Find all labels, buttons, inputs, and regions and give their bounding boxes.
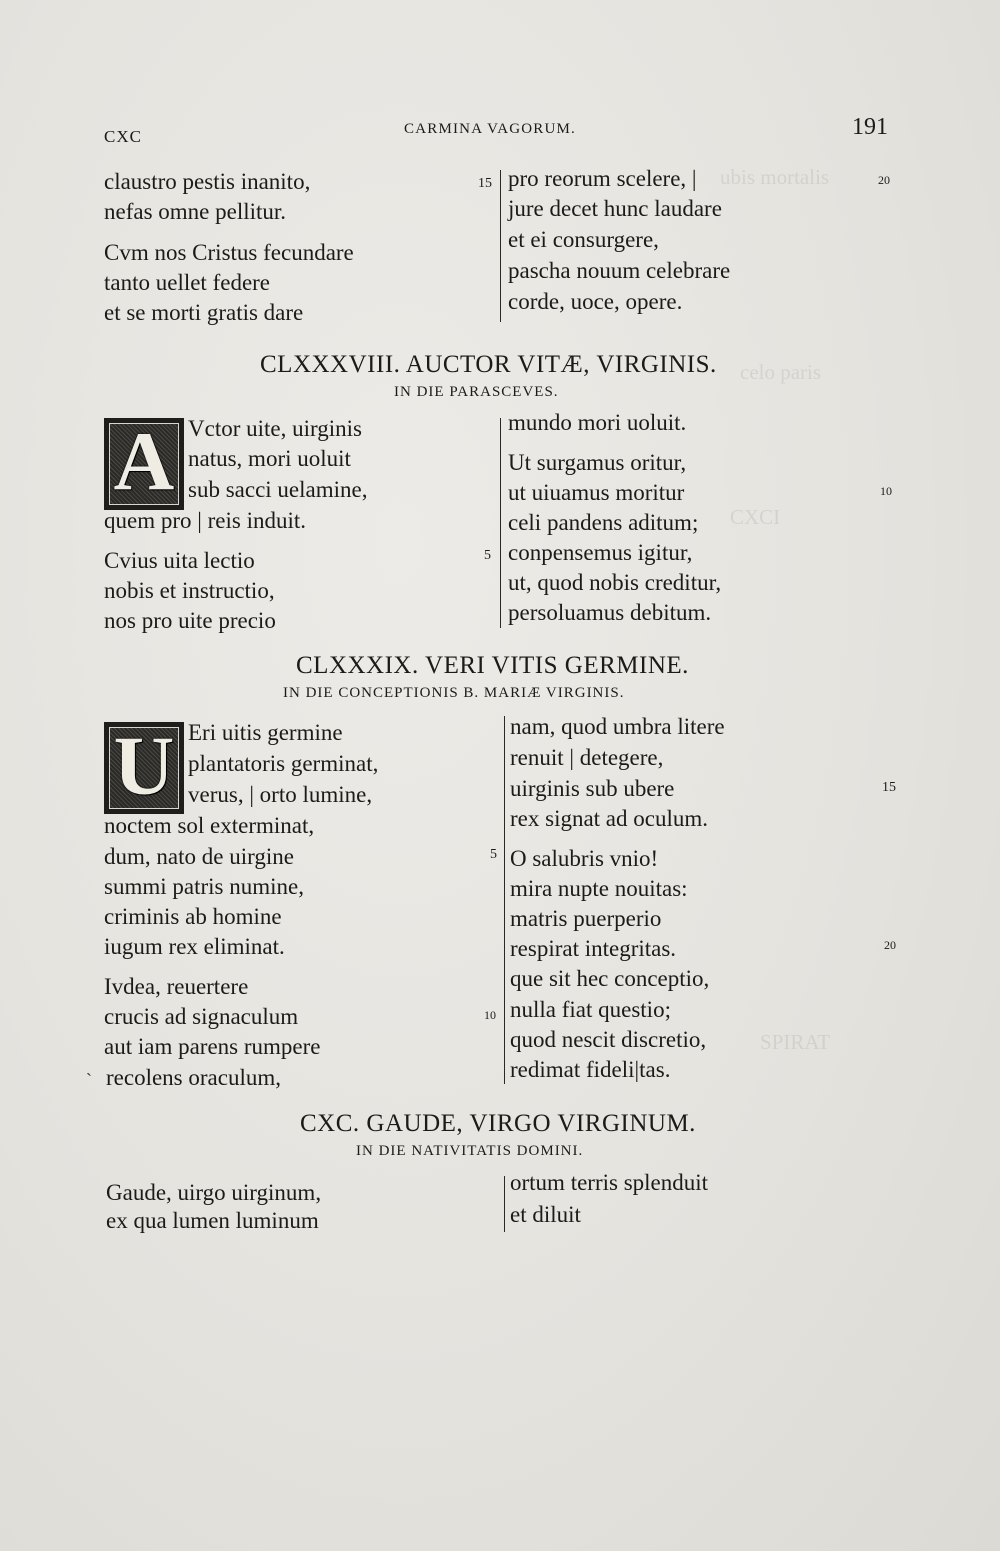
bleed-through-text: celo paris [740, 360, 822, 384]
verse-line: summi patris numine, [104, 874, 304, 899]
verse-line: nefas omne pellitur. [104, 199, 287, 224]
bleed-through-text: SPIRAT [760, 1030, 831, 1054]
verse-line: nos pro uite precio [104, 608, 276, 633]
decorated-initial [104, 415, 184, 510]
verse-line: ex qua lumen luminum [106, 1208, 319, 1233]
verse-line: nulla fiat questio; [510, 997, 671, 1022]
verse-line: mira nupte nouitas: [510, 876, 688, 901]
verse-line: Cvius uita lectio [104, 548, 255, 573]
verse-line: verus, | orto lumine, [188, 782, 373, 807]
verse-line: conpensemus igitur, [508, 540, 693, 565]
verse-line: quod nescit discretio, [510, 1027, 707, 1052]
line-number: 10 [484, 1008, 496, 1022]
verse-line: redimat fideli|tas. [510, 1057, 671, 1082]
poem-title: CXC. GAUDE, VIRGO VIRGINUM. [300, 1110, 696, 1137]
line-number: 15 [478, 176, 492, 191]
verse-line: ut uiuamus moritur [508, 480, 685, 505]
verse-line: ortum terris splenduit [510, 1170, 709, 1195]
verse-line: criminis ab homine [104, 904, 282, 929]
verse-line: O salubris vnio! [510, 846, 659, 871]
verse-line: nobis et instructio, [104, 578, 275, 603]
verse-line: ut, quod nobis creditur, [508, 570, 722, 595]
verse-line: celi pandens aditum; [508, 510, 699, 535]
verse-line: matris puerperio [510, 906, 662, 931]
decorated-initial [104, 719, 184, 814]
verse-line: natus, mori uoluit [188, 446, 351, 471]
verse-line: pascha nouum celebrare [508, 258, 731, 283]
verse-line: tanto uellet federe [104, 270, 271, 295]
running-head-left: CXC [104, 127, 142, 146]
line-number: 5 [490, 847, 497, 862]
verse-line: et diluit [510, 1202, 581, 1227]
verse-line: persoluamus debitum. [508, 600, 712, 625]
initial-letter: U [113, 719, 175, 813]
verse-line: noctem sol exterminat, [104, 813, 315, 838]
running-head-title: CARMINA VAGORUM. [404, 121, 577, 137]
line-number: 20 [878, 173, 890, 187]
verse-line: corde, uoce, opere. [508, 289, 683, 314]
verse-line: renuit | detegere, [510, 745, 664, 770]
verse-line: sub sacci uelamine, [188, 477, 368, 502]
verse-line: Gaude, uirgo uirginum, [106, 1180, 322, 1205]
verse-line: iugum rex eliminat. [104, 934, 285, 959]
verse-line: nam, quod umbra litere [510, 714, 725, 739]
page-number: 191 [852, 114, 888, 140]
column-rule [500, 418, 501, 628]
poem-title: CLXXXVIII. AUCTOR VITÆ, VIRGINIS. [260, 351, 717, 378]
verse-line: recolens oraculum, [106, 1065, 281, 1090]
verse-line: Ut surgamus oritur, [508, 450, 687, 475]
poem-subtitle: IN DIE CONCEPTIONIS B. MARIÆ VIRGINIS. [283, 685, 625, 701]
verse-line: uirginis sub ubere [510, 776, 675, 801]
column-rule [504, 1176, 505, 1232]
verse-line: mundo mori uoluit. [508, 410, 687, 435]
poem-title: CLXXXIX. VERI VITIS GERMINE. [296, 652, 689, 679]
verse-line: Cvm nos Cristus fecundare [104, 240, 354, 265]
verse-line: plantatoris germinat, [188, 751, 379, 776]
verse-line: Vctor uite, uirginis [188, 416, 362, 441]
verse-line: claustro pestis inanito, [104, 169, 311, 194]
verse-line: crucis ad signaculum [104, 1004, 299, 1029]
line-number: 15 [882, 780, 896, 795]
verse-line: rex signat ad oculum. [510, 806, 709, 831]
verse-line: aut iam parens rumpere [104, 1034, 321, 1059]
verse-line: respirat integritas. [510, 936, 677, 961]
line-number: 20 [884, 938, 896, 952]
verse-line: Eri uitis germine [188, 720, 343, 745]
bleed-through-text: CXCI [730, 505, 781, 529]
verse-line: que sit hec conceptio, [510, 966, 710, 991]
verse-line: quem pro | reis induit. [104, 508, 306, 533]
verse-line: jure decet hunc laudare [508, 196, 722, 221]
bleed-through-text: ubis mortalis [720, 165, 830, 189]
poem-subtitle: IN DIE PARASCEVES. [394, 384, 559, 400]
line-number: 5 [484, 548, 491, 563]
line-number: 10 [880, 484, 892, 498]
verse-line: dum, nato de uirgine [104, 844, 294, 869]
ink-speck: ˋ [86, 1070, 92, 1090]
verse-line: et ei consurgere, [508, 227, 659, 252]
column-rule [504, 716, 505, 1084]
verse-line: pro reorum scelere, | [508, 166, 697, 191]
column-rule [500, 170, 501, 322]
verse-line: et se morti gratis dare [104, 300, 304, 325]
verse-line: Ivdea, reuertere [104, 974, 249, 999]
poem-subtitle: IN DIE NATIVITATIS DOMINI. [356, 1143, 584, 1159]
initial-letter: A [113, 415, 175, 509]
